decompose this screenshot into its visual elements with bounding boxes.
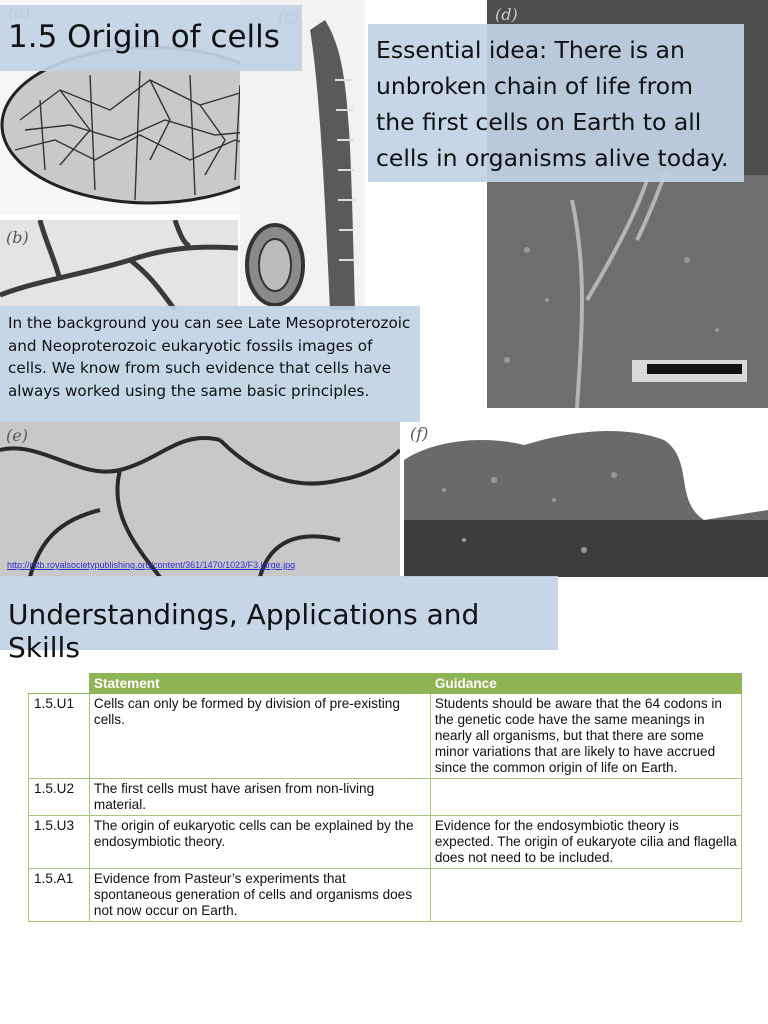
table-row — [29, 869, 742, 922]
section-heading: Understandings, Applications and Skills — [8, 598, 480, 664]
row-guidance: Evidence for the endosymbiotic theory is expected. The origin of eukaryote cilia and flagella does not need to be included. — [430, 816, 741, 869]
essential-idea-box — [368, 24, 744, 182]
column-header-statement: Statement — [89, 674, 430, 694]
panel-label-b: (b) — [6, 228, 29, 247]
background-note-text: In the background you can see Late Mesoproterozoic and Neoproterozoic eukaryotic fossils images of cells. We know from such evidence that cells have always worked using the same basic principles. — [8, 314, 411, 400]
fossil-image-e — [0, 420, 400, 577]
table-row — [29, 694, 742, 779]
row-code: 1.5.A1 — [29, 869, 90, 922]
row-guidance — [430, 869, 741, 922]
fossil-image-b — [0, 220, 238, 310]
page-title-box — [0, 5, 302, 71]
row-guidance: Students should be aware that the 64 codons in the genetic code have the same meanings in nearly all organisms, but that there are some minor variations that are likely to have accrued since the common origin of life on Earth. — [430, 694, 741, 779]
table-row — [29, 816, 742, 869]
column-header-guidance: Guidance — [430, 674, 741, 694]
essential-idea-text: Essential idea: There is an unbroken chain of life from the first cells on Earth to all cells in organisms alive today. — [376, 36, 729, 172]
section-heading-box — [0, 576, 558, 664]
understandings-table — [28, 673, 742, 922]
panel-label-d: (d) — [495, 5, 518, 24]
row-code: 1.5.U2 — [29, 779, 90, 816]
panel-label-e: (e) — [6, 426, 28, 445]
column-header-code — [29, 674, 90, 694]
row-code: 1.5.U1 — [29, 694, 90, 779]
table-header-row — [29, 674, 742, 694]
row-code: 1.5.U3 — [29, 816, 90, 869]
fossil-image-f — [404, 420, 768, 577]
row-statement: The first cells must have arisen from non-living material. — [89, 779, 430, 816]
table-row — [29, 779, 742, 816]
row-statement: The origin of eukaryotic cells can be explained by the endosymbiotic theory. — [89, 816, 430, 869]
page-title: 1.5 Origin of cells — [8, 19, 280, 55]
row-statement: Evidence from Pasteur’s experiments that spontaneous generation of cells and organisms does not now occur on Earth. — [89, 869, 430, 922]
image-source-link[interactable]: http://rstb.royalsocietypublishing.org/content/361/1470/1023/F3.large.jpg — [7, 560, 296, 570]
background-note-box — [0, 306, 420, 422]
row-statement: Cells can only be formed by division of pre-existing cells. — [89, 694, 430, 779]
row-guidance — [430, 779, 741, 816]
panel-label-f: (f) — [410, 424, 429, 443]
